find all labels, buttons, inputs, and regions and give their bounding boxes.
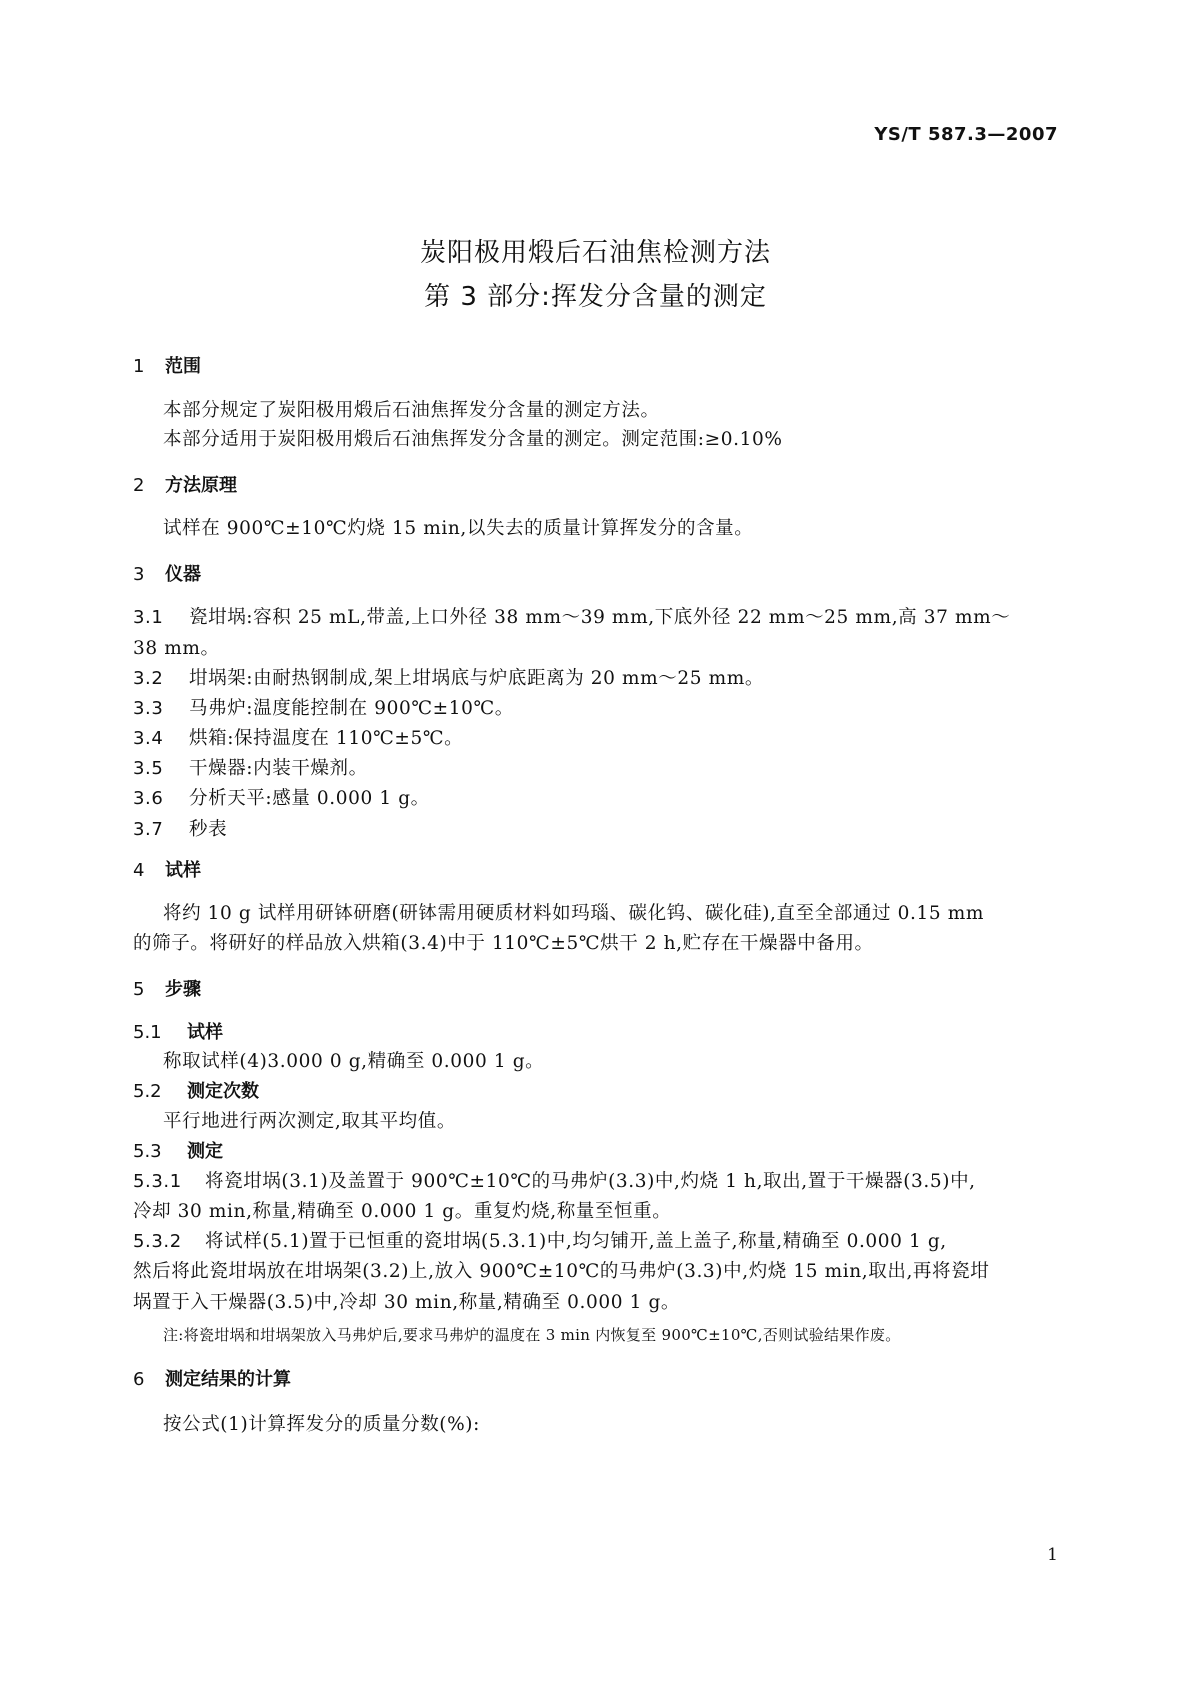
item-text: 秒表	[189, 819, 228, 840]
subsection-title: 测定	[187, 1141, 223, 1162]
section-title: 方法原理	[165, 475, 237, 496]
section-heading-4	[133, 856, 201, 882]
section-title: 步骤	[165, 979, 201, 1000]
item-text: 分析天平:感量 0.000 1 g。	[189, 788, 430, 809]
instrument-item	[133, 754, 368, 780]
subsection-number: 5.3	[133, 1141, 162, 1162]
subsection-heading-5-3	[133, 1137, 223, 1163]
paragraph: 称取试样(4)3.000 0 g,精确至 0.000 1 g。	[163, 1051, 545, 1072]
paragraph: 按公式(1)计算挥发分的质量分数(%):	[163, 1414, 480, 1435]
item-number: 3.5	[133, 758, 164, 779]
item-text: 干燥器:内装干燥剂。	[189, 758, 368, 779]
paragraph: 平行地进行两次测定,取其平均值。	[163, 1111, 456, 1132]
subsection-heading-5-2	[133, 1077, 259, 1103]
paragraph: 试样在 900℃±10℃灼烧 15 min,以失去的质量计算挥发分的含量。	[163, 518, 754, 539]
document-title-line2: 第 3 部分:挥发分含量的测定	[424, 282, 767, 312]
paragraph-continuation: 冷却 30 min,称量,精确至 0.000 1 g。重复灼烧,称量至恒重。	[133, 1201, 672, 1222]
item-number: 3.6	[133, 788, 164, 809]
procedure-step-5-3-2	[133, 1227, 947, 1253]
item-number: 3.3	[133, 698, 164, 719]
note: 注:将瓷坩埚和坩埚架放入马弗炉后,要求马弗炉的温度在 3 min 内恢复至 900℃±10℃,否则试验结果作废。	[163, 1326, 901, 1344]
instrument-item	[133, 603, 1010, 629]
step-number: 5.3.1	[133, 1171, 182, 1192]
subsection-title: 测定次数	[187, 1081, 259, 1102]
item-continuation: 38 mm。	[133, 638, 220, 659]
step-text: 将试样(5.1)置于已恒重的瓷坩埚(5.3.1)中,均匀铺开,盖上盖子,称量,精确至 0.000 1 g,	[205, 1231, 947, 1252]
standard-code: YS/T 587.3—2007	[874, 124, 1058, 145]
subsection-title: 试样	[187, 1022, 223, 1043]
section-title: 试样	[165, 860, 201, 881]
section-heading-3	[133, 560, 201, 586]
document-title-line1: 炭阳极用煅后石油焦检测方法	[419, 238, 771, 268]
section-title: 测定结果的计算	[165, 1369, 291, 1390]
item-text: 瓷坩埚:容积 25 mL,带盖,上口外径 38 mm～39 mm,下底外径 22 mm～25 mm,高 37 mm～	[189, 607, 1011, 628]
instrument-item	[133, 694, 514, 720]
step-text: 将瓷坩埚(3.1)及盖置于 900℃±10℃的马弗炉(3.3)中,灼烧 1 h,取出,置于干燥器(3.5)中,	[205, 1171, 976, 1192]
item-number: 3.7	[133, 819, 164, 840]
paragraph-continuation: 的筛子。将研好的样品放入烘箱(3.4)中于 110℃±5℃烘干 2 h,贮存在干燥器中备用。	[133, 933, 874, 954]
paragraph: 将约 10 g 试样用研钵研磨(研钵需用硬质材料如玛瑙、碳化钨、碳化硅),直至全部通过 0.15 mm	[163, 903, 984, 924]
subsection-number: 5.1	[133, 1022, 162, 1043]
item-text: 烘箱:保持温度在 110℃±5℃。	[189, 728, 464, 749]
item-text: 马弗炉:温度能控制在 900℃±10℃。	[189, 698, 514, 719]
subsection-heading-5-1	[133, 1018, 223, 1044]
item-number: 3.4	[133, 728, 164, 749]
instrument-item	[133, 815, 227, 841]
instrument-item	[133, 784, 430, 810]
paragraph: 本部分适用于炭阳极用煅后石油焦挥发分含量的测定。测定范围:≥0.10%	[163, 429, 783, 450]
section-heading-1	[133, 352, 201, 378]
item-number: 3.2	[133, 668, 164, 689]
section-number: 5	[133, 979, 145, 1000]
paragraph: 本部分规定了炭阳极用煅后石油焦挥发分含量的测定方法。	[163, 400, 660, 421]
section-number: 3	[133, 564, 145, 585]
section-number: 1	[133, 356, 145, 377]
section-heading-2	[133, 471, 237, 497]
subsection-number: 5.2	[133, 1081, 162, 1102]
section-heading-6	[133, 1365, 291, 1391]
page-number: 1	[1047, 1545, 1058, 1565]
item-text: 坩埚架:由耐热钢制成,架上坩埚底与炉底距离为 20 mm～25 mm。	[189, 668, 765, 689]
procedure-step-5-3-1	[133, 1167, 976, 1193]
paragraph-continuation: 埚置于入干燥器(3.5)中,冷却 30 min,称量,精确至 0.000 1 g。	[133, 1292, 680, 1313]
section-title: 范围	[165, 356, 201, 377]
item-number: 3.1	[133, 607, 164, 628]
instrument-item	[133, 664, 764, 690]
section-title: 仪器	[165, 564, 201, 585]
paragraph-continuation: 然后将此瓷坩埚放在坩埚架(3.2)上,放入 900℃±10℃的马弗炉(3.3)中,灼烧 15 min,取出,再将瓷坩	[133, 1261, 990, 1282]
section-number: 4	[133, 860, 145, 881]
instrument-item	[133, 724, 463, 750]
section-number: 2	[133, 475, 145, 496]
step-number: 5.3.2	[133, 1231, 182, 1252]
section-heading-5	[133, 975, 201, 1001]
section-number: 6	[133, 1369, 145, 1390]
